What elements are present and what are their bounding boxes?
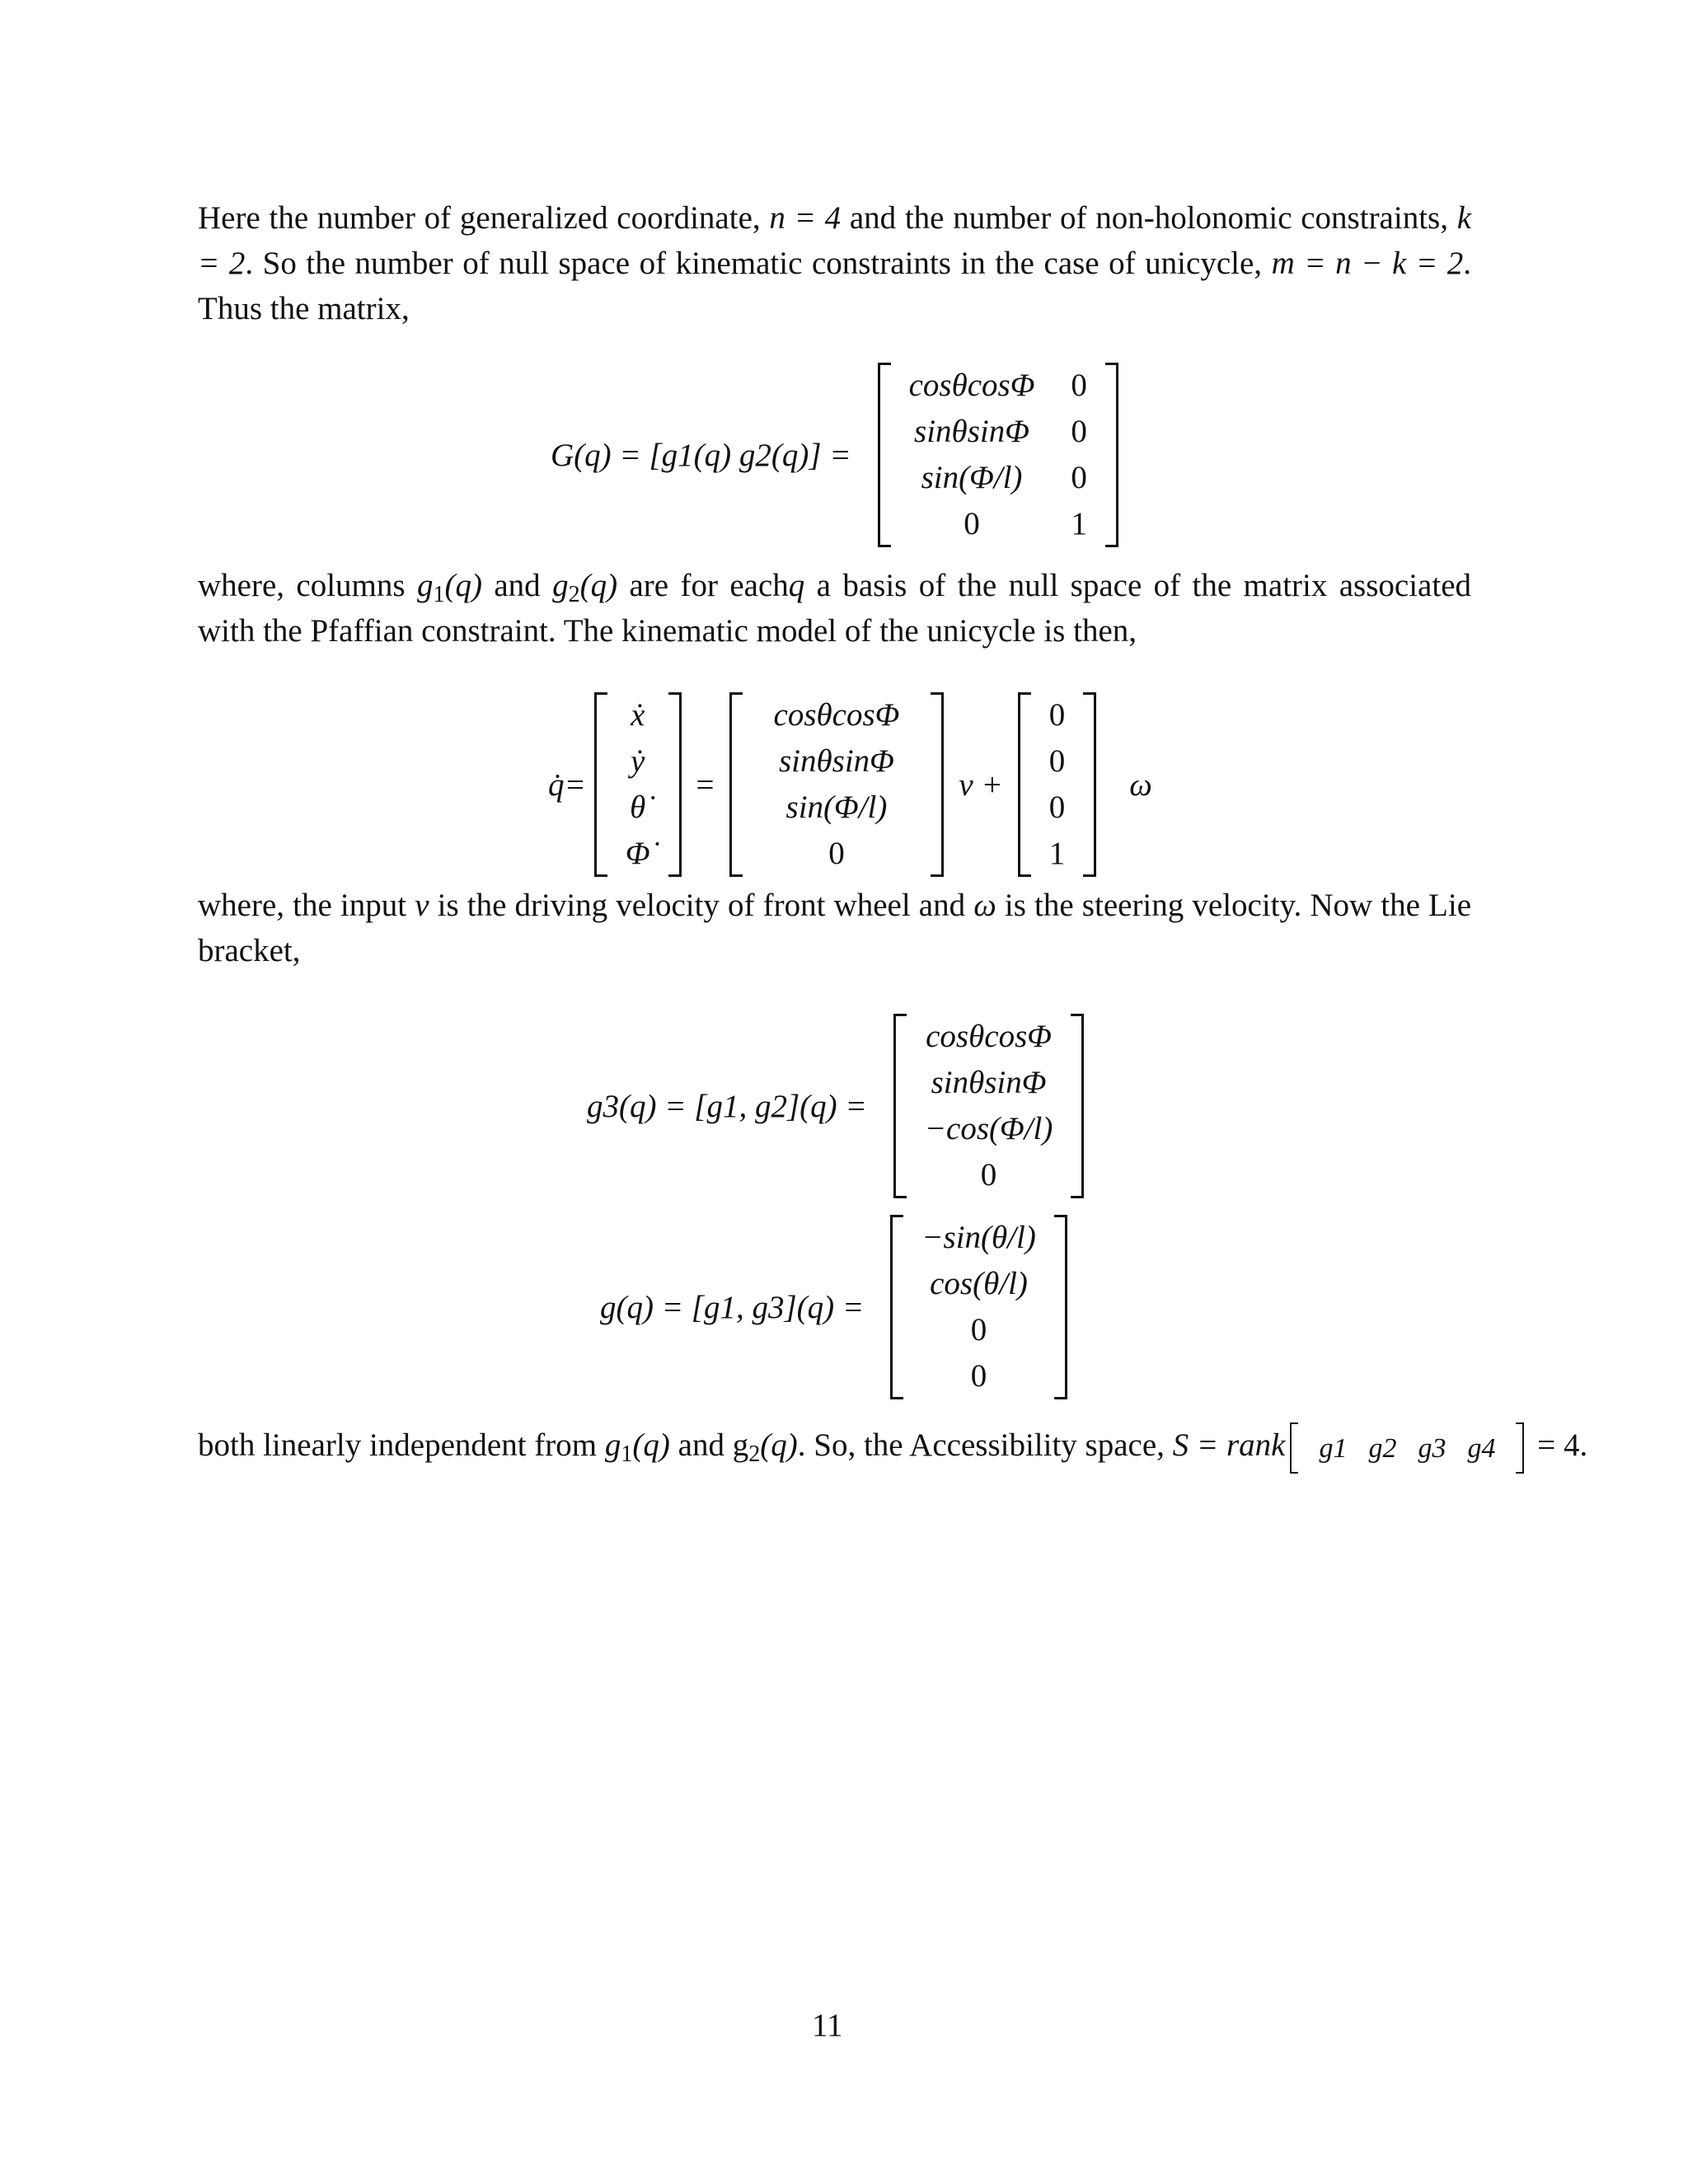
p1-text-b: and the number of non-holonomic constraints, bbox=[841, 200, 1457, 236]
vector-cell: 0 bbox=[828, 836, 845, 871]
vector-cell: cos(θ/l) bbox=[930, 1266, 1028, 1301]
matrix-cell: 0 bbox=[1071, 368, 1087, 403]
p1-text-d: . Thus the matrix, bbox=[198, 246, 1471, 326]
m-equation: m = n − k = 2 bbox=[1271, 246, 1464, 281]
p2-text-a: where, columns bbox=[198, 568, 417, 603]
q-symbol: q bbox=[788, 568, 805, 603]
g1-arg: (q) bbox=[444, 568, 482, 603]
vector-cell: −sin(θ/l) bbox=[921, 1220, 1036, 1255]
equation-g-lhs: g(q) = [g1, g3](q) = bbox=[600, 1289, 865, 1325]
matrix-cell: 1 bbox=[1071, 506, 1087, 541]
rank-item: g4 bbox=[1467, 1432, 1496, 1464]
rank-item: g3 bbox=[1418, 1432, 1447, 1464]
rank-item: g1 bbox=[1319, 1432, 1348, 1464]
vector-g3 bbox=[893, 1014, 1085, 1198]
equation-g3-lhs: g3(q) = [g1, g2](q) = bbox=[587, 1088, 867, 1124]
vector-cell: cosθcosΦ bbox=[926, 1019, 1052, 1054]
g2-arg: (q) bbox=[579, 568, 618, 603]
p1-text-a: Here the number of generalized coordinate, bbox=[198, 200, 770, 236]
vector-cell: −cos(Φ/l) bbox=[924, 1111, 1053, 1146]
p4-text-b: and g bbox=[669, 1427, 749, 1463]
g1-arg: (q) bbox=[632, 1427, 670, 1463]
omega-symbol-text: ω bbox=[973, 888, 996, 923]
p3-text-c: is the steering velocity. Now the Lie bracket, bbox=[198, 888, 1472, 968]
vector-cell: 0 bbox=[970, 1358, 987, 1394]
g1-symbol: g bbox=[416, 568, 434, 603]
matrix-cell: cosθcosΦ bbox=[908, 368, 1035, 403]
equation-G-lhs: G(q) = [g1(q) g2(q)] = bbox=[551, 437, 851, 473]
matrix-cell: 0 bbox=[964, 506, 980, 541]
v-plus: v + bbox=[959, 766, 1003, 803]
g1-subscript: 1 bbox=[433, 582, 445, 608]
vector-cell: 0 bbox=[1048, 790, 1066, 825]
matrix-cell: 0 bbox=[1071, 460, 1087, 495]
vector-cell: sin(Φ/l) bbox=[785, 790, 888, 825]
page-number: 11 bbox=[812, 2008, 843, 2043]
vector-cell: 1 bbox=[1048, 836, 1066, 871]
qdot-lhs: q̇= bbox=[548, 766, 586, 803]
drive-vector bbox=[729, 692, 945, 877]
g1-subscript: 1 bbox=[621, 1441, 633, 1468]
p2-text-c: are for each bbox=[617, 568, 789, 603]
rank-item: g2 bbox=[1368, 1432, 1397, 1464]
rank-matrix bbox=[1290, 1422, 1524, 1474]
vector-cell: ẋ bbox=[631, 697, 645, 733]
equals-sign: = bbox=[696, 766, 715, 803]
vector-cell: ẏ bbox=[631, 743, 645, 779]
k-equation: k = 2 bbox=[198, 200, 1471, 281]
p4-text-c: . So, the Accessibility space, bbox=[797, 1427, 1173, 1463]
state-vector bbox=[594, 692, 682, 877]
p3-text-a: where, the input bbox=[198, 888, 415, 923]
steer-vector bbox=[1018, 692, 1097, 877]
vector-cell: Φ̇ bbox=[625, 836, 650, 871]
equation-g bbox=[600, 1215, 1076, 1399]
vector-cell: sinθsinΦ bbox=[779, 743, 894, 779]
equation-kinematic-model bbox=[548, 692, 1159, 877]
equation-g3 bbox=[587, 1014, 1092, 1198]
n-equation: n = 4 bbox=[769, 200, 842, 236]
paragraph-4 bbox=[198, 1422, 1591, 1474]
vector-g bbox=[890, 1215, 1067, 1399]
v-symbol: v bbox=[415, 888, 429, 923]
paragraph-1 bbox=[198, 195, 1471, 331]
vector-cell: 0 bbox=[1048, 697, 1066, 733]
vector-cell: sinθsinΦ bbox=[931, 1065, 1047, 1100]
matrix-cell: sinθsinΦ bbox=[914, 414, 1029, 449]
matrix-cell: 0 bbox=[1071, 414, 1087, 449]
g2-arg: (q) bbox=[760, 1427, 798, 1463]
paragraph-3 bbox=[198, 883, 1471, 973]
omega-symbol: ω bbox=[1129, 766, 1152, 803]
matrix-G bbox=[878, 363, 1118, 547]
equation-G bbox=[551, 363, 1127, 547]
vector-cell: 0 bbox=[980, 1157, 997, 1193]
vector-cell: cosθcosΦ bbox=[773, 697, 900, 733]
p2-text-b: and bbox=[481, 568, 553, 603]
vector-cell: 0 bbox=[1048, 743, 1066, 779]
p4-text-a: both linearly independent from bbox=[198, 1427, 605, 1463]
g2-subscript: 2 bbox=[748, 1441, 761, 1468]
p1-text-c: . So the number of null space of kinematic constraints in the case of unicycle, bbox=[245, 246, 1272, 281]
p3-text-b: is the driving velocity of front wheel and bbox=[429, 888, 974, 923]
rank-expression: S = rank bbox=[1172, 1427, 1286, 1463]
matrix-cell: sin(Φ/l) bbox=[921, 460, 1023, 495]
p4-text-d: = 4. bbox=[1529, 1427, 1588, 1463]
vector-cell: 0 bbox=[970, 1312, 987, 1347]
paragraph-2 bbox=[198, 563, 1471, 654]
g2-symbol: g bbox=[552, 568, 569, 603]
g2-subscript: 2 bbox=[568, 582, 580, 608]
g1-symbol: g bbox=[604, 1427, 621, 1463]
vector-cell: θ̇ bbox=[630, 790, 646, 825]
p2-text-d: a basis of the null space of the matrix associated with the Pfaffian constraint. The kinematic model of the unicycle is then, bbox=[198, 568, 1472, 649]
